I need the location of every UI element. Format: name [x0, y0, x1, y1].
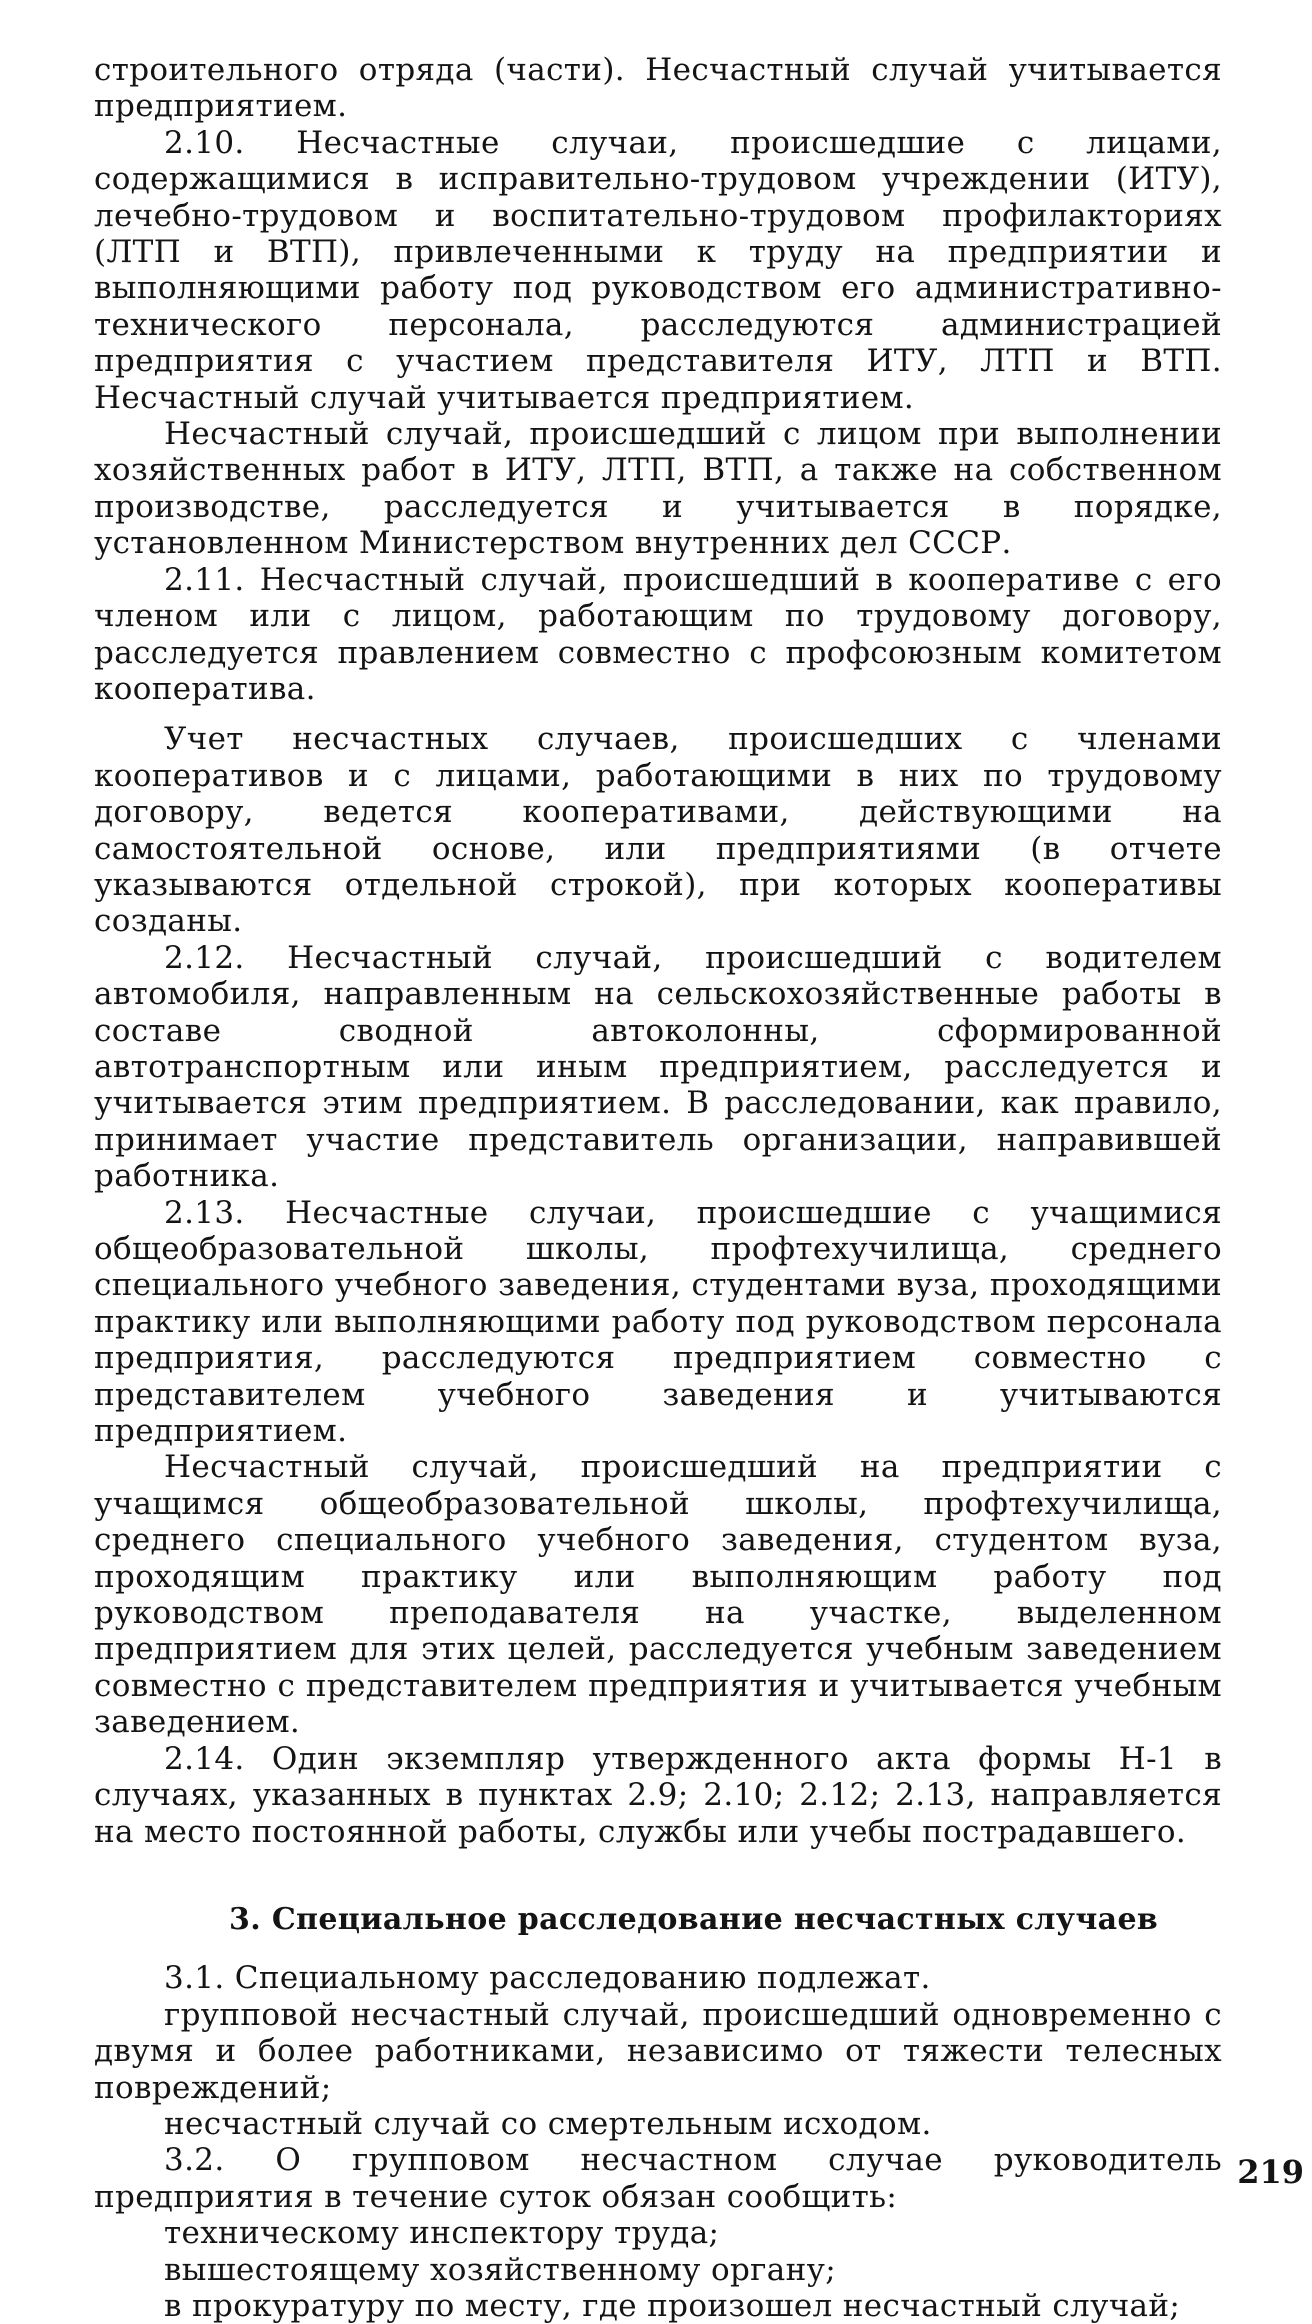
paragraph-2-14: 2.14. Один экземпляр утвержденного акта формы Н-1 в случаях, указанных в пунктах 2.9; 2.10; 2.12; 2.13, направляется на место постоянной работы, службы или учебы пострадавшего. — [94, 1740, 1222, 1850]
paragraph-2-11-note: Учет несчастных случаев, происшедших с членами кооперативов и с лицами, работающими в них по трудовому договору, ведется кооперативами, действующими на самостоятельной основе, или предприятиями (в отчете указываются отдельной строкой), при которых кооперативы созданы. — [94, 721, 1222, 940]
paragraph-2-13-note: Несчастный случай, происшедший на предприятии с учащимся общеобразовательной школы, профтехучилища, среднего специального учебного заведения, студентом вуза, проходящим практику или выполняющим работу под руководством преподавателя на участке, выделенном предприятием для этих целей, расследуется учебным заведением совместно с представителем предприятия и учитывается учебным заведением. — [94, 1449, 1222, 1741]
paragraph-2-12: 2.12. Несчастный случай, происшедший с водителем автомобиля, направленным на сельскохозяйственные работы в составе сводной автоколонны, сформированной автотранспортным или иным предприятием, расследуется и учитывается этим предприятием. В расследовании, как правило, принимает участие представитель организации, направившей работника. — [94, 939, 1222, 1195]
document-page — [94, 52, 1222, 2324]
paragraph-2-10: 2.10. Несчастные случаи, происшедшие с лицами, содержащимися в исправительно-трудовом учреждении (ИТУ), лечебно-трудовом и воспитательно-трудовом профилакториях (ЛТП и ВТП), привлеченными к труду на предприятии и выполняющими работу под руководством его административно-технического персонала, расследуются администрацией предприятия с участием представителя ИТУ, ЛТП и ВТП. Несчастный случай учитывается предприятием. — [94, 124, 1222, 416]
list-item-inspector: техническому инспектору труда; — [164, 2215, 720, 2252]
list-item-group-accident: групповой несчастный случай, происшедший одновременно с двумя и более работниками, независимо от тяжести телесных повреждений; — [94, 1996, 1222, 2106]
list-item-higher-authority: вышестоящему хозяйственному органу; — [164, 2251, 836, 2288]
list-item-prosecutor: в прокуратуру по месту, где произошел несчастный случай; — [164, 2287, 1181, 2324]
paragraph-continuation: строительного отряда (части). Несчастный случай учитывается предприятием. — [94, 52, 1222, 125]
section-heading: 3. Специальное расследование несчастных случаев — [229, 1901, 1159, 1937]
paragraph-2-13: 2.13. Несчастные случаи, происшедшие с учащимися общеобразовательной школы, профтехучилища, среднего специального учебного заведения, студентами вуза, проходящими практику или выполняющими работу под руководством персонала предприятия, расследуются предприятием совместно с представителем учебного заведения и учитываются предприятием. — [94, 1194, 1222, 1450]
paragraph-3-1: 3.1. Специальному расследованию подлежат. — [164, 1960, 931, 1997]
paragraph-3-2: 3.2. О групповом несчастном случае руководитель предприятия в течение суток обязан сообщить: — [94, 2142, 1222, 2215]
list-item-fatal-accident: несчастный случай со смертельным исходом. — [164, 2105, 932, 2142]
page-number: 219 — [1237, 2153, 1304, 2191]
paragraph-2-11: 2.11. Несчастный случай, происшедший в кооперативе с его членом или с лицом, работающим по трудовому договору, расследуется правлением совместно с профсоюзным комитетом кооператива. — [94, 561, 1222, 707]
paragraph-2-10-note: Несчастный случай, происшедший с лицом при выполнении хозяйственных работ в ИТУ, ЛТП, ВТП, а также на собственном производстве, расследуется и учитывается в порядке, установленном Министерством внутренних дел СССР. — [94, 416, 1222, 562]
